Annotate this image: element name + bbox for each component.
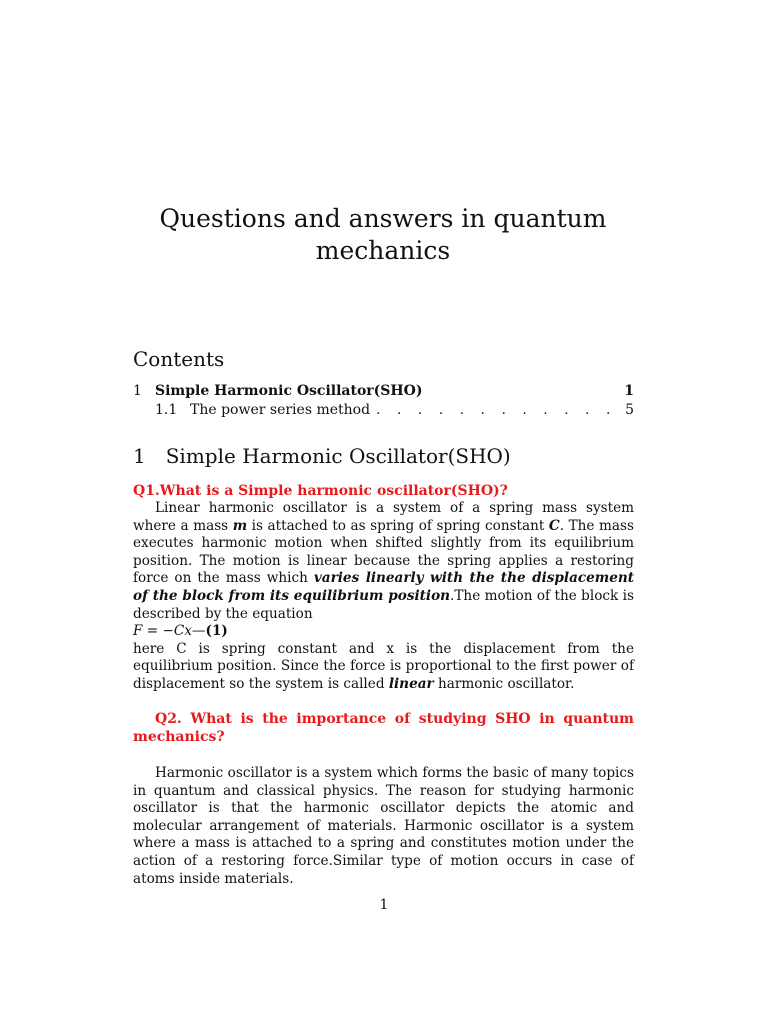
toc-entry-number: 1.1 <box>155 402 178 418</box>
toc-entry-1[interactable] <box>133 383 634 402</box>
spring-constant-symbol: C <box>548 517 560 534</box>
section-title: Simple Harmonic Oscillator(SHO) <box>165 444 511 468</box>
page-number: 1 <box>379 897 389 913</box>
equation-number: (1) <box>205 623 228 640</box>
table-of-contents <box>133 383 634 421</box>
toc-dot-leader <box>376 402 619 418</box>
question-1: Q1.What is a Simple harmonic oscillator(SHO)? <box>133 483 508 499</box>
contents-heading: Contents <box>133 347 225 371</box>
force-equation: F = −Cx— <box>133 623 206 640</box>
toc-entry-page: 1 <box>624 383 634 399</box>
answer-1: Linear harmonic oscillator is a system of a spring mass system where a mass m is attached to as spring of spring constant C. The mass executes harmonic motion when shifted slightly from its equilibrium position. The motion is linear because the spring applies a restoring force on the mass which varies linearly with the the displacement of the block from its equilibrium position.The motion of the block is described by the equation F = −Cx—(1) here C is spring constant and x is the displacement from the equilibrium position. Since the force is proportional to the first power of displacement so the system is called linear harmonic oscillator. <box>133 500 635 692</box>
document-title: Questions and answers in quantum mechanics <box>159 204 607 265</box>
toc-entry-number: 1 <box>133 383 142 399</box>
toc-entry-1-1[interactable] <box>133 402 634 421</box>
emphasized-phrase: varies linearly with the the displacement of the block from its equilibrium position <box>133 570 635 604</box>
answer-2: Harmonic oscillator is a system which forms the basic of many topics in quantum and classical physics. The reason for studying harmonic oscillator is that the harmonic oscillator depicts the atomic and molecular arrangement of materials. Harmonic oscillator is a system where a mass is attached to a spring and constitutes motion under the action of a restoring force.Similar type of motion occurs in case of atoms inside materials. <box>133 765 634 887</box>
section-heading <box>133 444 511 468</box>
question-2: Q2. What is the importance of studying SHO in quantum mechanics? <box>133 711 634 745</box>
toc-entry-page: 5 <box>625 402 634 418</box>
section-number: 1 <box>133 444 146 468</box>
mass-symbol: m <box>232 517 248 534</box>
toc-entry-label: The power series method <box>190 402 371 418</box>
emphasized-word: linear <box>388 675 434 692</box>
toc-entry-label: Simple Harmonic Oscillator(SHO) <box>155 383 423 399</box>
